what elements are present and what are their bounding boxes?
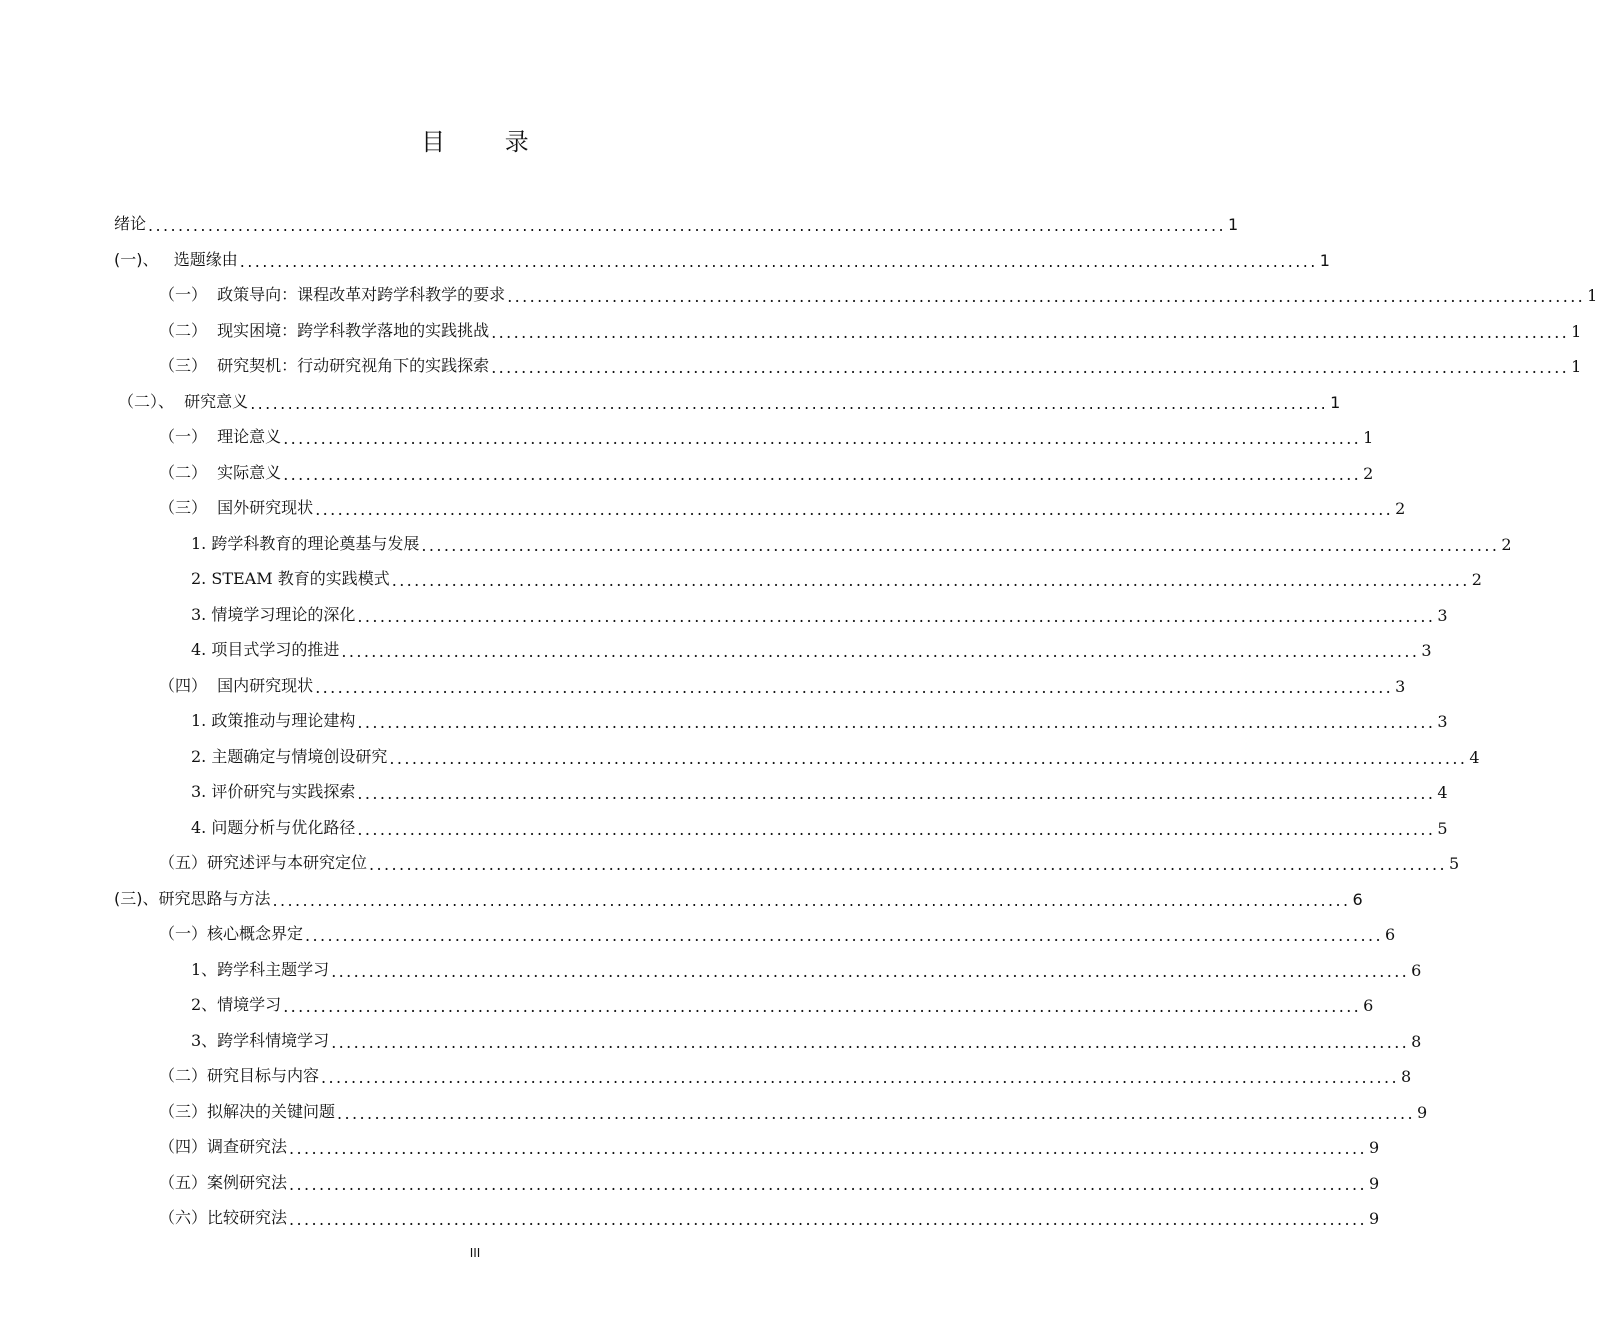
toc-entry[interactable] <box>159 482 1406 519</box>
dot-leader: ................................................................................................................................................ <box>369 855 1447 874</box>
toc-entry-page: 5 <box>1449 854 1460 873</box>
dot-leader: ................................................................................................................................................ <box>337 1103 1415 1123</box>
dot-leader: ................................................................................................................................................ <box>331 961 1410 981</box>
toc-entry-page: 2 <box>1395 499 1406 518</box>
toc-entry-label: （一）核心概念界定 <box>159 924 304 943</box>
toc-entry-page: 6 <box>1352 889 1363 909</box>
toc-entry-page: 9 <box>1369 1209 1380 1228</box>
toc-entry-label: 1. 政策推动与理论建构 <box>191 711 356 730</box>
toc-entry-page: 3 <box>1421 641 1432 660</box>
toc-entry-label: （六）比较研究法 <box>159 1208 288 1227</box>
toc-entry-page: 1 <box>1228 215 1239 234</box>
toc-entry[interactable] <box>191 553 1482 590</box>
dot-leader: ................................................................................................................................................ <box>341 642 1420 661</box>
toc-entry[interactable] <box>191 518 1512 555</box>
dot-leader: ................................................................................................................................................ <box>507 287 1586 306</box>
toc-entry[interactable] <box>114 873 1363 910</box>
toc-entry-page: 1 <box>1587 286 1597 305</box>
dot-leader: ................................................................................................................................................ <box>305 926 1383 945</box>
dot-leader: ................................................................................................................................................ <box>239 251 1318 271</box>
toc-entry-page: 1 <box>1363 428 1374 447</box>
toc-entry-page: 2 <box>1363 463 1374 483</box>
toc-entry[interactable] <box>159 1192 1380 1229</box>
toc-entry[interactable] <box>118 376 1341 413</box>
toc-entry-label: (三)、研究思路与方法 <box>114 888 271 908</box>
toc-entry-page: 2 <box>1471 570 1482 589</box>
toc-entry[interactable] <box>191 766 1448 803</box>
toc-entry-label: （三）拟解决的关键问题 <box>159 1101 336 1121</box>
toc-entry-label: （二） 实际意义 <box>159 462 282 482</box>
toc-entry-label: 3. 评价研究与实践探索 <box>191 782 356 801</box>
toc-entry-label: （二）、 研究意义 <box>118 391 249 411</box>
toc-entry-page: 1 <box>1571 321 1582 341</box>
toc-entry[interactable] <box>191 589 1448 626</box>
toc-entry-page: 4 <box>1437 783 1448 802</box>
page-number: III <box>469 1246 481 1260</box>
toc-entry-label: （四） 国内研究现状 <box>159 675 314 695</box>
toc-entry-label: 2. STEAM 教育的实践模式 <box>191 569 390 588</box>
toc-entry-page: 3 <box>1437 605 1448 625</box>
toc-entry[interactable] <box>191 802 1448 839</box>
toc-entry-label: （三） 研究契机：行动研究视角下的实践探索 <box>159 356 490 375</box>
toc-entry-page: 6 <box>1385 925 1396 944</box>
dot-leader: ................................................................................................................................................ <box>283 429 1362 448</box>
toc-entry-label: 2、情境学习 <box>191 995 282 1014</box>
dot-leader: ................................................................................................................................................ <box>421 535 1500 555</box>
dot-leader: ................................................................................................................................................ <box>289 1210 1367 1229</box>
toc-entry-label: 绪论 <box>114 214 147 233</box>
dot-leader: ................................................................................................................................................ <box>357 606 1436 626</box>
toc-entry-page: 9 <box>1369 1173 1380 1193</box>
toc-entry-page: 1 <box>1330 392 1341 412</box>
toc-entry-page: 8 <box>1401 1067 1412 1086</box>
toc-entry[interactable] <box>191 944 1422 981</box>
toc-entry-page: 8 <box>1411 1031 1422 1051</box>
toc-entry[interactable] <box>159 837 1460 874</box>
toc-entry-label: (一)、 选题缘由 <box>114 249 238 269</box>
toc-entry-label: （五）研究述评与本研究定位 <box>159 853 368 872</box>
toc-entry[interactable] <box>159 660 1406 697</box>
toc-entry[interactable] <box>159 447 1374 484</box>
toc-entry-page: 6 <box>1411 960 1422 980</box>
toc-entry-page: 9 <box>1369 1138 1380 1157</box>
dot-leader: ................................................................................................................................................ <box>283 464 1362 484</box>
dot-leader: ................................................................................................................................................ <box>357 784 1436 803</box>
dot-leader: ................................................................................................................................................ <box>315 677 1394 697</box>
toc-entry-label: 1、跨学科主题学习 <box>191 959 330 979</box>
dot-leader: ................................................................................................................................................ <box>321 1068 1399 1087</box>
toc-entry-page: 1 <box>1571 357 1582 376</box>
dot-leader: ................................................................................................................................................ <box>272 890 1351 910</box>
toc-entry[interactable] <box>114 234 1330 271</box>
toc-entry[interactable] <box>159 1157 1380 1194</box>
toc-entry[interactable] <box>191 979 1374 1016</box>
toc-entry-label: （一） 政策导向：课程改革对跨学科教学的要求 <box>159 285 506 304</box>
dot-leader: ................................................................................................................................................ <box>315 500 1394 519</box>
dot-leader: ................................................................................................................................................ <box>250 393 1329 413</box>
toc-entry[interactable] <box>159 908 1396 945</box>
toc-entry-label: 3、跨学科情境学习 <box>191 1030 330 1050</box>
toc-title: 目 录 <box>421 128 555 156</box>
toc-entry-page: 5 <box>1437 818 1448 838</box>
toc-entry-label: 4. 问题分析与优化路径 <box>191 817 356 837</box>
toc-entry[interactable] <box>191 695 1448 732</box>
toc-entry-page: 6 <box>1363 996 1374 1015</box>
toc-entry-page: 4 <box>1469 747 1480 767</box>
toc-entry[interactable] <box>159 305 1582 342</box>
toc-entry-label: 1. 跨学科教育的理论奠基与发展 <box>191 533 420 553</box>
toc-entry-label: （二） 现实困境：跨学科教学落地的实践挑战 <box>159 320 490 340</box>
dot-leader: ................................................................................................................................................ <box>491 358 1570 377</box>
toc-entry-label: （三） 国外研究现状 <box>159 498 314 517</box>
toc-entry-label: 2. 主题确定与情境创设研究 <box>191 746 388 766</box>
toc-entry-label: （四）调查研究法 <box>159 1137 288 1156</box>
dot-leader: ................................................................................................................................................ <box>491 322 1570 342</box>
toc-entry-page: 9 <box>1417 1102 1428 1122</box>
dot-leader: ................................................................................................................................................ <box>283 997 1362 1016</box>
dot-leader: ................................................................................................................................................ <box>289 1139 1367 1158</box>
toc-entry-label: 3. 情境学习理论的深化 <box>191 604 356 624</box>
toc-entry-page: 1 <box>1319 250 1330 270</box>
toc-entry[interactable] <box>159 1050 1412 1087</box>
toc-entry[interactable] <box>159 411 1374 448</box>
dot-leader: ................................................................................................................................................ <box>331 1032 1410 1052</box>
toc-entry[interactable] <box>191 1015 1422 1052</box>
toc-entry[interactable] <box>159 1121 1380 1158</box>
dot-leader: ................................................................................................................................................ <box>289 1174 1367 1194</box>
dot-leader: ................................................................................................................................................ <box>148 216 1226 235</box>
toc-entry[interactable] <box>159 269 1597 306</box>
toc-entry-label: （一） 理论意义 <box>159 427 282 446</box>
toc-entry-page: 3 <box>1395 676 1406 696</box>
toc-entry[interactable] <box>191 731 1480 768</box>
toc-entry-label: （五）案例研究法 <box>159 1172 288 1192</box>
toc-entry-label: （二）研究目标与内容 <box>159 1066 320 1085</box>
toc-entry[interactable] <box>114 198 1239 235</box>
toc-entry-page: 3 <box>1437 712 1448 731</box>
toc-entry[interactable] <box>191 624 1432 661</box>
toc-entry-label: 4. 项目式学习的推进 <box>191 640 340 659</box>
dot-leader: ................................................................................................................................................ <box>357 819 1436 839</box>
dot-leader: ................................................................................................................................................ <box>389 748 1468 768</box>
toc-entry[interactable] <box>159 340 1582 377</box>
toc-entry[interactable] <box>159 1086 1428 1123</box>
dot-leader: ................................................................................................................................................ <box>391 571 1470 590</box>
toc-entry-page: 2 <box>1501 534 1512 554</box>
dot-leader: ................................................................................................................................................ <box>357 713 1436 732</box>
